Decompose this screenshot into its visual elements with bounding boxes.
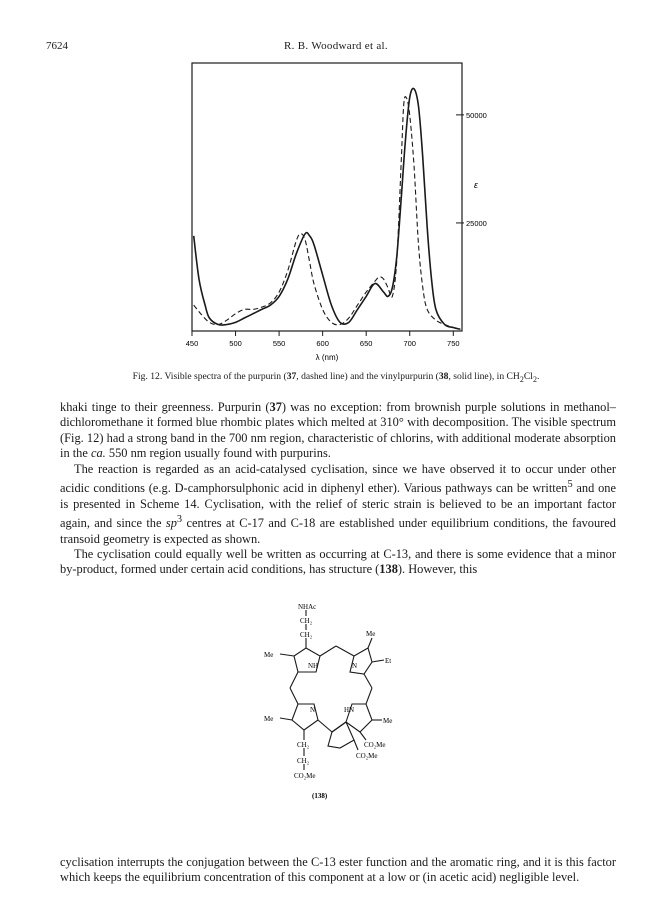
co2me-label: CO₂Me <box>364 741 386 749</box>
running-title: R. B. Woodward et al. <box>284 40 388 52</box>
structure-svg <box>250 600 410 805</box>
caption-text: Fig. 12. Visible spectra of the purpurin ( <box>132 371 287 382</box>
nhac-label: NHAc <box>298 603 317 611</box>
ch2-label: CH₂ <box>300 631 313 639</box>
chart-svg <box>150 55 550 370</box>
body-text-lower <box>60 855 616 886</box>
co2me-label: CO₂Me <box>294 772 316 780</box>
me-label: Me <box>264 715 274 723</box>
structure-138 <box>250 600 410 805</box>
x-tick-label: 700 <box>403 339 416 348</box>
x-tick-label: 450 <box>185 339 199 348</box>
me-label: Me <box>366 630 376 638</box>
n-label: N <box>310 706 316 714</box>
me-label: Me <box>383 717 393 725</box>
x-tick-label: 550 <box>272 339 286 348</box>
caption-compound-38: 38 <box>438 371 449 382</box>
me-label: Me <box>264 651 274 659</box>
structure-label: (138) <box>312 792 328 800</box>
figure-caption <box>60 371 612 384</box>
ch2-label: CH₂ <box>297 757 310 765</box>
series-line-vinylpurpurin-38 <box>194 88 461 329</box>
paragraph-2: The reaction is regarded as an acid-catalysed cyclisation, since we have observed it to occur under other acidic conditions (e.g. D-camphorsulphonic acid in diphenyl ether). Various pathways can be written$^5$ and one is presented in Scheme 14. Cyclisation, with the relief of steric strain is believed to be an important factor again, and since the $sp^3$ centres at C-17 and C-18 are established under equilibrium conditions, the favoured transoid geometry is expected as shown. <box>60 461 616 546</box>
paragraph-1: khaki tinge to their greenness. Purpurin (37) was no exception: from brownish purple solutions in methanol–dichloromethane it formed blue rhombic plates which melted at 310° with decomposition. The visible spectrum (Fig. 12) had a strong band in the 700 nm region, characteristic of chlorins, with additional moderate absorption in the ca. 550 nm region usually found with purpurins. <box>60 400 617 461</box>
x-tick-label: 500 <box>229 339 242 348</box>
y-axis-ticks <box>456 111 487 228</box>
x-tick-label: 600 <box>316 339 329 348</box>
y-tick-label: 25000 <box>466 218 487 228</box>
hn-label: HN <box>344 706 355 714</box>
caption-sub: 2 <box>532 374 537 384</box>
caption-end: . <box>536 371 540 382</box>
y-axis-label: ε <box>474 180 478 190</box>
y-tick-label: 50000 <box>466 110 487 120</box>
caption-compound-37: 37 <box>286 371 297 382</box>
paragraph-3: The cyclisation could equally well be written as occurring at C-13, and there is some evidence that a minor by-product, formed under certain acid conditions, has structure (138). However, this <box>60 546 616 577</box>
x-tick-label: 650 <box>359 339 373 348</box>
ch2-label: CH₂ <box>300 617 313 625</box>
spectrum-chart <box>150 55 550 370</box>
x-tick-label: 750 <box>447 339 460 348</box>
caption-text-mid: , dashed line) and the vinylpurpurin ( <box>296 371 439 382</box>
caption-text-suffix: , solid line), in CH <box>448 371 520 382</box>
x-axis-ticks <box>186 331 460 348</box>
et-label: Et <box>385 657 392 665</box>
page-number: 7624 <box>46 40 68 52</box>
paragraph-4: cyclisation interrupts the conjugation between the C-13 ester function and the aromatic ring, and it is this factor which keeps the equilibrium concentration of this component at a low or (in acetic acid) negligible level. <box>60 855 616 885</box>
ch2-label: CH₂ <box>297 741 310 749</box>
nh-label: NH <box>308 662 319 670</box>
x-axis-label: λ (nm) <box>315 353 339 362</box>
caption-cl: Cl <box>523 371 533 382</box>
caption-sub: 2 <box>519 374 524 384</box>
body-text-upper <box>60 400 616 578</box>
n-label: N <box>352 662 358 670</box>
co2me-label: CO₂Me <box>356 752 378 760</box>
